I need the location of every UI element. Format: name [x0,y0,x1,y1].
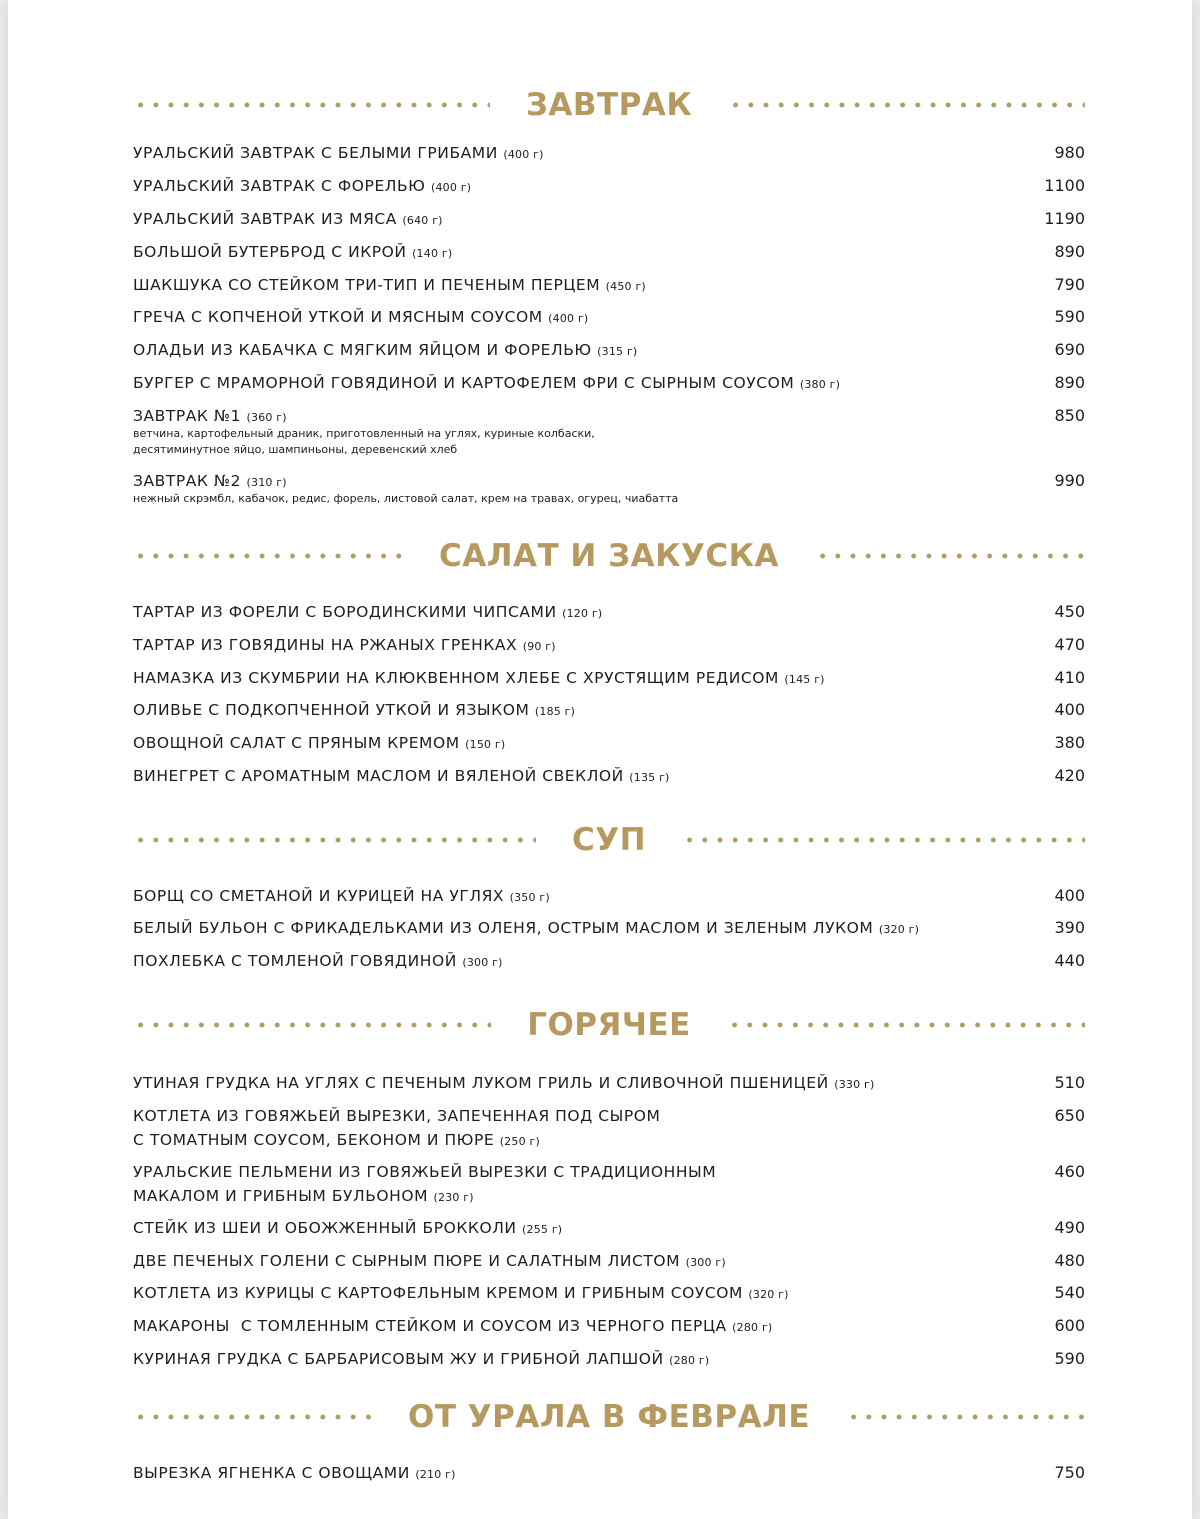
item-description: ветчина, картофельный драник, приготовленный на углях, куриные колбаски, [133,427,595,440]
item-name: УРАЛЬСКИЙ ЗАВТРАК С БЕЛЫМИ ГРИБАМИ [133,144,498,162]
item-weight: (310 г) [246,476,287,489]
item-name: ГРЕЧА С КОПЧЕНОЙ УТКОЙ И МЯСНЫМ СОУСОМ [133,308,543,326]
item-weight: (450 г) [605,280,646,293]
item-price: 440 [1054,951,1085,970]
item-name: ТАРТАР ИЗ ГОВЯДИНЫ НА РЖАНЫХ ГРЕНКАХ [133,636,518,654]
item-weight: (300 г) [685,1256,726,1269]
item-name: ТАРТАР ИЗ ФОРЕЛИ С БОРОДИНСКИМИ ЧИПСАМИ [133,603,557,621]
item-price: 490 [1054,1218,1085,1237]
item-price: 540 [1054,1283,1085,1302]
item-name: ВЫРЕЗКА ЯГНЕНКА С ОВОЩАМИ [133,1464,410,1482]
item-price: 470 [1054,635,1085,654]
item-price: 450 [1054,602,1085,621]
item-weight: (315 г) [597,345,638,358]
section-header [133,1397,1085,1437]
item-name: СТЕЙК ИЗ ШЕИ И ОБОЖЖЕННЫЙ БРОККОЛИ [133,1219,517,1237]
item-weight: (255 г) [522,1223,563,1236]
section-title: ЗАВТРАК [525,87,693,123]
item-price: 400 [1054,886,1085,905]
dotted-divider-left [133,102,490,108]
item-price: 850 [1054,406,1085,425]
item-price: 790 [1054,275,1085,294]
item-name: ЗАВТРАК №2 [133,472,242,490]
dotted-divider-left [133,837,536,843]
item-name: ВИНЕГРЕТ С АРОМАТНЫМ МАСЛОМ И ВЯЛЕНОЙ СВЕКЛОЙ [133,767,624,785]
item-name: КОТЛЕТА ИЗ ГОВЯЖЬЕЙ ВЫРЕЗКИ, ЗАПЕЧЕННАЯ ПОД СЫРОМ [133,1107,661,1125]
item-name: МАКАРОНЫ С ТОМЛЕННЫМ СТЕЙКОМ И СОУСОМ ИЗ ЧЕРНОГО ПЕРЦА [133,1317,727,1335]
item-weight: (350 г) [509,891,550,904]
section-title: СУП [571,822,647,858]
item-name: ДВЕ ПЕЧЕНЫХ ГОЛЕНИ С СЫРНЫМ ПЮРЕ И САЛАТНЫМ ЛИСТОМ [133,1252,681,1270]
item-weight: (320 г) [748,1288,789,1301]
item-weight: (135 г) [629,771,670,784]
item-price: 410 [1054,668,1085,687]
item-weight: (400 г) [548,312,589,325]
item-name: КУРИНАЯ ГРУДКА С БАРБАРИСОВЫМ ЖУ И ГРИБНОЙ ЛАПШОЙ [133,1350,664,1368]
item-name: УРАЛЬСКИЕ ПЕЛЬМЕНИ ИЗ ГОВЯЖЬЕЙ ВЫРЕЗКИ С ТРАДИЦИОННЫМ [133,1163,717,1181]
item-weight: (640 г) [402,214,443,227]
item-name: УТИНАЯ ГРУДКА НА УГЛЯХ С ПЕЧЕНЫМ ЛУКОМ ГРИЛЬ И СЛИВОЧНОЙ ПШЕНИЦЕЙ [133,1074,829,1092]
item-name: БЕЛЫЙ БУЛЬОН С ФРИКАДЕЛЬКАМИ ИЗ ОЛЕНЯ, ОСТРЫМ МАСЛОМ И ЗЕЛЕНЫМ ЛУКОМ [133,919,874,937]
item-weight: (230 г) [433,1191,474,1204]
item-weight: (330 г) [834,1078,875,1091]
item-price: 990 [1054,471,1085,490]
dotted-divider-right [815,553,1085,559]
item-name: БОЛЬШОЙ БУТЕРБРОД С ИКРОЙ [133,243,407,261]
item-price: 400 [1054,700,1085,719]
item-price: 750 [1054,1463,1085,1482]
section-title: ОТ УРАЛА В ФЕВРАЛЕ [407,1399,811,1435]
item-weight: (320 г) [878,923,920,936]
item-price: 510 [1054,1073,1085,1092]
item-price: 420 [1054,766,1085,785]
dotted-divider-right [727,1022,1085,1028]
item-weight: (250 г) [499,1135,540,1148]
item-price: 1100 [1044,176,1085,195]
section-title: САЛАТ И ЗАКУСКА [439,538,779,574]
item-weight: (145 г) [784,673,825,686]
item-name-line2: С ТОМАТНЫМ СОУСОМ, БЕКОНОМ И ПЮРЕ [133,1131,495,1149]
section-title: ГОРЯЧЕЕ [527,1007,691,1043]
section-header [133,85,1085,125]
dotted-divider-left [133,553,403,559]
dotted-divider-right [846,1414,1085,1420]
item-price: 690 [1054,340,1085,359]
item-price: 1190 [1044,209,1085,228]
item-weight: (360 г) [246,411,287,424]
item-name: КОТЛЕТА ИЗ КУРИЦЫ С КАРТОФЕЛЬНЫМ КРЕМОМ И ГРИБНЫМ СОУСОМ [133,1284,743,1302]
item-price: 480 [1054,1251,1085,1270]
item-weight: (90 г) [522,640,556,653]
item-name: ШАКШУКА СО СТЕЙКОМ ТРИ-ТИП И ПЕЧЕНЫМ ПЕРЦЕМ [133,276,601,294]
item-weight: (185 г) [534,705,576,718]
item-price: 890 [1054,242,1085,261]
dotted-divider-left [133,1414,372,1420]
item-weight: (140 г) [412,247,453,260]
section-header [133,536,1085,576]
menu-page [8,0,1192,1519]
item-weight: (150 г) [465,738,506,751]
item-price: 980 [1054,143,1085,162]
item-name: УРАЛЬСКИЙ ЗАВТРАК С ФОРЕЛЬЮ [133,177,426,195]
item-name: ОЛИВЬЕ С ПОДКОПЧЕННОЙ УТКОЙ И ЯЗЫКОМ [133,701,530,719]
item-price: 390 [1054,918,1085,937]
item-name-line2: МАКАЛОМ И ГРИБНЫМ БУЛЬОНОМ [133,1187,429,1205]
section-header [133,1005,1085,1045]
item-price: 590 [1054,1349,1085,1368]
item-description: нежный скрэмбл, кабачок, редис, форель, листовой салат, крем на травах, огурец, чиабатта [133,492,679,505]
item-weight: (300 г) [462,956,503,969]
item-name: НАМАЗКА ИЗ СКУМБРИИ НА КЛЮКВЕННОМ ХЛЕБЕ С ХРУСТЯЩИМ РЕДИСОМ [133,669,779,687]
dotted-divider-right [682,837,1085,843]
item-name: БОРЩ СО СМЕТАНОЙ И КУРИЦЕЙ НА УГЛЯХ [133,887,505,905]
section-header [133,820,1085,860]
item-price: 460 [1054,1162,1085,1181]
item-price: 890 [1054,373,1085,392]
item-price: 600 [1054,1316,1085,1335]
dotted-divider-left [133,1022,491,1028]
item-weight: (280 г) [669,1354,710,1367]
item-weight: (400 г) [503,148,544,161]
item-description: десятиминутное яйцо, шампиньоны, деревенский хлеб [133,443,458,456]
item-weight: (380 г) [799,378,841,391]
item-name: ЗАВТРАК №1 [133,407,242,425]
item-name: ОЛАДЬИ ИЗ КАБАЧКА С МЯГКИМ ЯЙЦОМ И ФОРЕЛЬЮ [133,341,592,359]
item-price: 590 [1054,307,1085,326]
item-name: ПОХЛЕБКА С ТОМЛЕНОЙ ГОВЯДИНОЙ [133,952,457,970]
item-weight: (210 г) [415,1468,456,1481]
item-price: 650 [1054,1106,1085,1125]
item-weight: (120 г) [562,607,603,620]
item-price: 380 [1054,733,1085,752]
item-name: БУРГЕР С МРАМОРНОЙ ГОВЯДИНОЙ И КАРТОФЕЛЕМ ФРИ С СЫРНЫМ СОУСОМ [133,374,795,392]
item-weight: (400 г) [430,181,472,194]
item-name: ОВОЩНОЙ САЛАТ С ПРЯНЫМ КРЕМОМ [133,734,460,752]
item-name: УРАЛЬСКИЙ ЗАВТРАК ИЗ МЯСА [133,210,397,228]
item-weight: (280 г) [732,1321,773,1334]
dotted-divider-right [728,102,1085,108]
